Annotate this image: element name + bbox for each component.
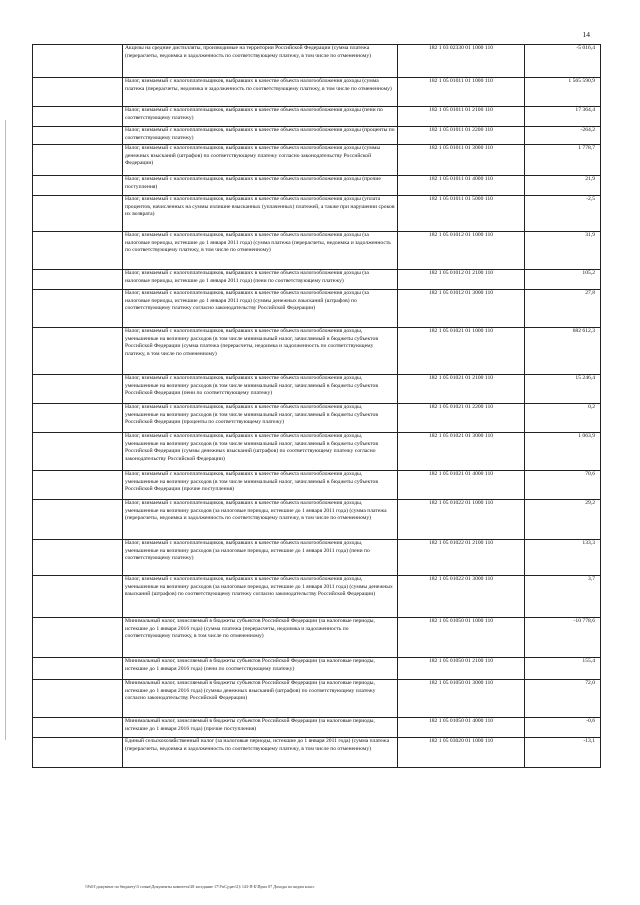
table-row <box>33 45 601 78</box>
row-empty-cell <box>33 404 123 433</box>
row-description: Налог, взимаемый с налогоплательщиков, выбравших в качестве объекта налогообложения доходы (уплата процентов, начисленных на суммы излишне взысканных (уплаченных) платежей, а также при нарушении сроков их возврата) <box>123 196 398 232</box>
table-row <box>33 471 601 500</box>
row-amount: 21,9 <box>525 176 601 196</box>
row-amount: 29,2 <box>525 500 601 540</box>
row-budget-code: 182 1 05 01021 01 1000 110 <box>398 328 525 375</box>
table-row <box>33 540 601 576</box>
row-description: Минимальный налог, зачисляемый в бюджеты субъектов Российской Федерации (за налоговые периоды, истекшие до 1 января 2016 года) (пени по соответствующему платежу) <box>123 658 398 680</box>
row-amount: 1 778,7 <box>525 145 601 176</box>
row-budget-code: 182 1 05 01012 01 2100 110 <box>398 270 525 290</box>
row-description: Налог, взимаемый с налогоплательщиков, выбравших в качестве объекта налогообложения доходы (пени по соответствующему платежу) <box>123 107 398 127</box>
row-budget-code: 182 1 05 01011 01 1000 110 <box>398 78 525 107</box>
table-row <box>33 232 601 270</box>
row-empty-cell <box>33 718 123 738</box>
row-budget-code: 182 1 05 01050 01 4000 110 <box>398 718 525 738</box>
row-amount: 0,2 <box>525 404 601 433</box>
row-description: Акцизы на средние дистилляты, производимые на территории Российской Федерации (сумма платежа (перерасчеты, недоимка и задолженность по соответствующему платежу, в том числе по отмененному) <box>123 45 398 78</box>
row-empty-cell <box>33 107 123 127</box>
row-budget-code: 182 1 03 02330 01 1000 110 <box>398 45 525 78</box>
row-empty-cell <box>33 471 123 500</box>
table-row <box>33 618 601 658</box>
row-empty-cell <box>33 196 123 232</box>
row-budget-code: 182 1 05 01050 01 2100 110 <box>398 658 525 680</box>
table-row <box>33 375 601 404</box>
table-row <box>33 107 601 127</box>
row-budget-code: 182 1 05 01012 01 3000 110 <box>398 290 525 328</box>
table-row <box>33 290 601 328</box>
row-amount: -5 016,4 <box>525 45 601 78</box>
table-row <box>33 658 601 680</box>
table-row <box>33 78 601 107</box>
table-row <box>33 328 601 375</box>
row-description: Налог, взимаемый с налогоплательщиков, выбравших в качестве объекта налогообложения доходы, уменьшенные на величину расходов (за налоговые периоды, истекшие до 1 января 2011 года) (суммы денежных взысканий (штрафов) по соответствующему платежу согласно законодательству Российской Федерации) <box>123 576 398 618</box>
table-body <box>33 45 601 768</box>
row-description: Налог, взимаемый с налогоплательщиков, выбравших в качестве объекта налогообложения доходы, уменьшенные на величину расходов (в том числе минимальный налог, зачисляемый в бюджеты субъектов Российской Федерации (прочие поступления) <box>123 471 398 500</box>
page-number: 14 <box>582 30 590 39</box>
row-empty-cell <box>33 232 123 270</box>
row-amount: 31,9 <box>525 232 601 270</box>
row-empty-cell <box>33 127 123 145</box>
row-budget-code: 182 1 05 01011 01 3000 110 <box>398 145 525 176</box>
row-empty-cell <box>33 680 123 718</box>
row-description: Налог, взимаемый с налогоплательщиков, выбравших в качестве объекта налогообложения доходы (прочие поступления) <box>123 176 398 196</box>
row-amount: 155,4 <box>525 658 601 680</box>
row-description: Минимальный налог, зачисляемый в бюджеты субъектов Российской Федерации (за налоговые периоды, истекшие до 1 января 2016 года) (суммы денежных взысканий (штрафов) по соответствующему платежу согласно законодательству Российской Федерации) <box>123 680 398 718</box>
row-description: Налог, взимаемый с налогоплательщиков, выбравших в качестве объекта налогообложения доходы (за налоговые периоды, истекшие до 1 января 2011 года) (сумма платежа (перерасчеты, недоимка и задолженность по соответствующему платежу, в том числе по отмененному) <box>123 232 398 270</box>
row-description: Налог, взимаемый с налогоплательщиков, выбравших в качестве объекта налогообложения доходы, уменьшенные на величину расходов (в том числе минимальный налог, зачисляемый в бюджеты субъектов Российской Федерации (суммы денежных взысканий (штрафов) по соответствующему платежу согласно законодательству Российской Федерации) <box>123 433 398 471</box>
row-empty-cell <box>33 45 123 78</box>
row-description: Единый сельскохозяйственный налог (за налоговые периоды, истекшие до 1 января 2011 года) (сумма платежа (перерасчеты, недоимка и задолженность по соответствующему платежу, в том числе по отмененному) <box>123 738 398 768</box>
table-row <box>33 196 601 232</box>
table-row <box>33 576 601 618</box>
row-empty-cell <box>33 290 123 328</box>
row-description: Налог, взимаемый с налогоплательщиков, выбравших в качестве объекта налогообложения доходы, уменьшенные на величину расходов (в том числе минимальный налог, зачисляемый в бюджеты субъектов Российской Федерации (проценты по соответствующему платежу) <box>123 404 398 433</box>
row-amount: -2,5 <box>525 196 601 232</box>
row-amount: -264,2 <box>525 127 601 145</box>
row-amount: 27,8 <box>525 290 601 328</box>
row-empty-cell <box>33 375 123 404</box>
row-budget-code: 182 1 05 01050 01 3000 110 <box>398 680 525 718</box>
row-budget-code: 182 1 05 01011 01 2200 110 <box>398 127 525 145</box>
row-description: Налог, взимаемый с налогоплательщиков, выбравших в качестве объекта налогообложения доходы (за налоговые периоды, истекшие до 1 января 2011 года) (суммы денежных взысканий (штрафов) по соответствующему платежу согласно законодательству Российской Федерации) <box>123 290 398 328</box>
row-empty-cell <box>33 176 123 196</box>
row-description: Налог, взимаемый с налогоплательщиков, выбравших в качестве объекта налогообложения доходы (за налоговые периоды, истекшие до 1 января 2011 года) (пени по соответствующему платежу) <box>123 270 398 290</box>
row-amount: -0,6 <box>525 718 601 738</box>
row-empty-cell <box>33 500 123 540</box>
row-description: Налог, взимаемый с налогоплательщиков, выбравших в качестве объекта налогообложения доходы (суммы денежных взысканий (штрафов) по соответствующему платежу согласно законодательству Российской Федерации) <box>123 145 398 176</box>
row-amount: 3,7 <box>525 576 601 618</box>
table-row <box>33 433 601 471</box>
row-description: Минимальный налог, зачисляемый в бюджеты субъектов Российской Федерации (за налоговые периоды, истекшие до 1 января 2016 года) (прочие поступления) <box>123 718 398 738</box>
scan-edge-line <box>5 120 6 740</box>
row-amount: -13,1 <box>525 738 601 768</box>
row-amount: 15 246,4 <box>525 375 601 404</box>
row-budget-code: 182 1 05 01021 01 2200 110 <box>398 404 525 433</box>
row-budget-code: 182 1 05 01021 01 2100 110 <box>398 375 525 404</box>
table-row <box>33 270 601 290</box>
row-budget-code: 182 1 05 01022 01 3000 110 <box>398 576 525 618</box>
table-row <box>33 145 601 176</box>
row-description: Налог, взимаемый с налогоплательщиков, выбравших в качестве объекта налогообложения доходы, уменьшенные на величину расходов (в том числе минимальный налог, зачисляемый в бюджеты субъектов Российской Федерации (пени по соответствующему платежу) <box>123 375 398 404</box>
row-budget-code: 182 1 05 01021 01 3000 110 <box>398 433 525 471</box>
row-description: Налог, взимаемый с налогоплательщиков, выбравших в качестве объекта налогообложения доходы (сумма платежа (перерасчеты, недоимка и задолженность по соответствующему платежу, в том числе по отмененному) <box>123 78 398 107</box>
table-row <box>33 176 601 196</box>
row-empty-cell <box>33 145 123 176</box>
row-description: Налог, взимаемый с налогоплательщиков, выбравших в качестве объекта налогообложения доходы (проценты по соответствующему платежу) <box>123 127 398 145</box>
revenue-table <box>32 44 601 768</box>
row-empty-cell <box>33 738 123 768</box>
row-empty-cell <box>33 328 123 375</box>
row-budget-code: 182 1 05 01011 01 2100 110 <box>398 107 525 127</box>
table-row <box>33 680 601 718</box>
table-row <box>33 127 601 145</box>
row-budget-code: 182 1 05 01012 01 1000 110 <box>398 232 525 270</box>
row-amount: 682 612,3 <box>525 328 601 375</box>
row-empty-cell <box>33 576 123 618</box>
row-description: Налог, взимаемый с налогоплательщиков, выбравших в качестве объекта налогообложения доходы, уменьшенные на величину расходов (за налоговые периоды, истекшие до 1 января 2011 года) (сумма платежа (перерасчеты, недоимка и задолженность по соответствующему платежу, в том числе по отмененному) <box>123 500 398 540</box>
row-description: Минимальный налог, зачисляемый в бюджеты субъектов Российской Федерации (за налоговые периоды, истекшие до 1 января 2016 года) (сумма платежа (перерасчеты, недоимка и задолженность по соответствующему платежу, в том числе по отмененному) <box>123 618 398 658</box>
row-amount: 17 364,4 <box>525 107 601 127</box>
row-empty-cell <box>33 270 123 290</box>
row-amount: 105,2 <box>525 270 601 290</box>
row-empty-cell <box>33 658 123 680</box>
table-row <box>33 738 601 768</box>
row-empty-cell <box>33 618 123 658</box>
row-amount: 70,6 <box>525 471 601 500</box>
footer-file-path: \\Fs01\документ по бюджету\3 созыв\Документы комитета\28 заседание 17\УпСудит\2)\ 143-П-Б\Прил 07 Доходы по кодам класс <box>85 884 315 889</box>
row-budget-code: 182 1 05 01011 01 4000 110 <box>398 176 525 196</box>
row-budget-code: 182 1 05 03020 01 1000 110 <box>398 738 525 768</box>
table-row <box>33 404 601 433</box>
table-row <box>33 718 601 738</box>
row-empty-cell <box>33 540 123 576</box>
row-budget-code: 182 1 05 01022 01 1000 110 <box>398 500 525 540</box>
row-budget-code: 182 1 05 01050 01 1000 110 <box>398 618 525 658</box>
row-amount: 133,3 <box>525 540 601 576</box>
row-empty-cell <box>33 433 123 471</box>
table-row <box>33 500 601 540</box>
row-amount: 72,0 <box>525 680 601 718</box>
row-description: Налог, взимаемый с налогоплательщиков, выбравших в качестве объекта налогообложения доходы, уменьшенные на величину расходов (за налоговые периоды, истекшие до 1 января 2011 года) (пени по соответствующему платежу) <box>123 540 398 576</box>
row-budget-code: 182 1 05 01021 01 4000 110 <box>398 471 525 500</box>
row-budget-code: 182 1 05 01022 01 2100 110 <box>398 540 525 576</box>
row-description: Налог, взимаемый с налогоплательщиков, выбравших в качестве объекта налогообложения доходы, уменьшенные на величину расходов (в том числе минимальный налог, зачисляемый в бюджеты субъектов Российской Федерации (сумма платежа (перерасчеты, недоимка и задолженность по соответствующему платежу, в том числе по отмененному) <box>123 328 398 375</box>
row-amount: 1 063,9 <box>525 433 601 471</box>
row-amount: -10 778,6 <box>525 618 601 658</box>
row-budget-code: 182 1 05 01011 01 5000 110 <box>398 196 525 232</box>
row-empty-cell <box>33 78 123 107</box>
row-amount: 1 565 590,9 <box>525 78 601 107</box>
